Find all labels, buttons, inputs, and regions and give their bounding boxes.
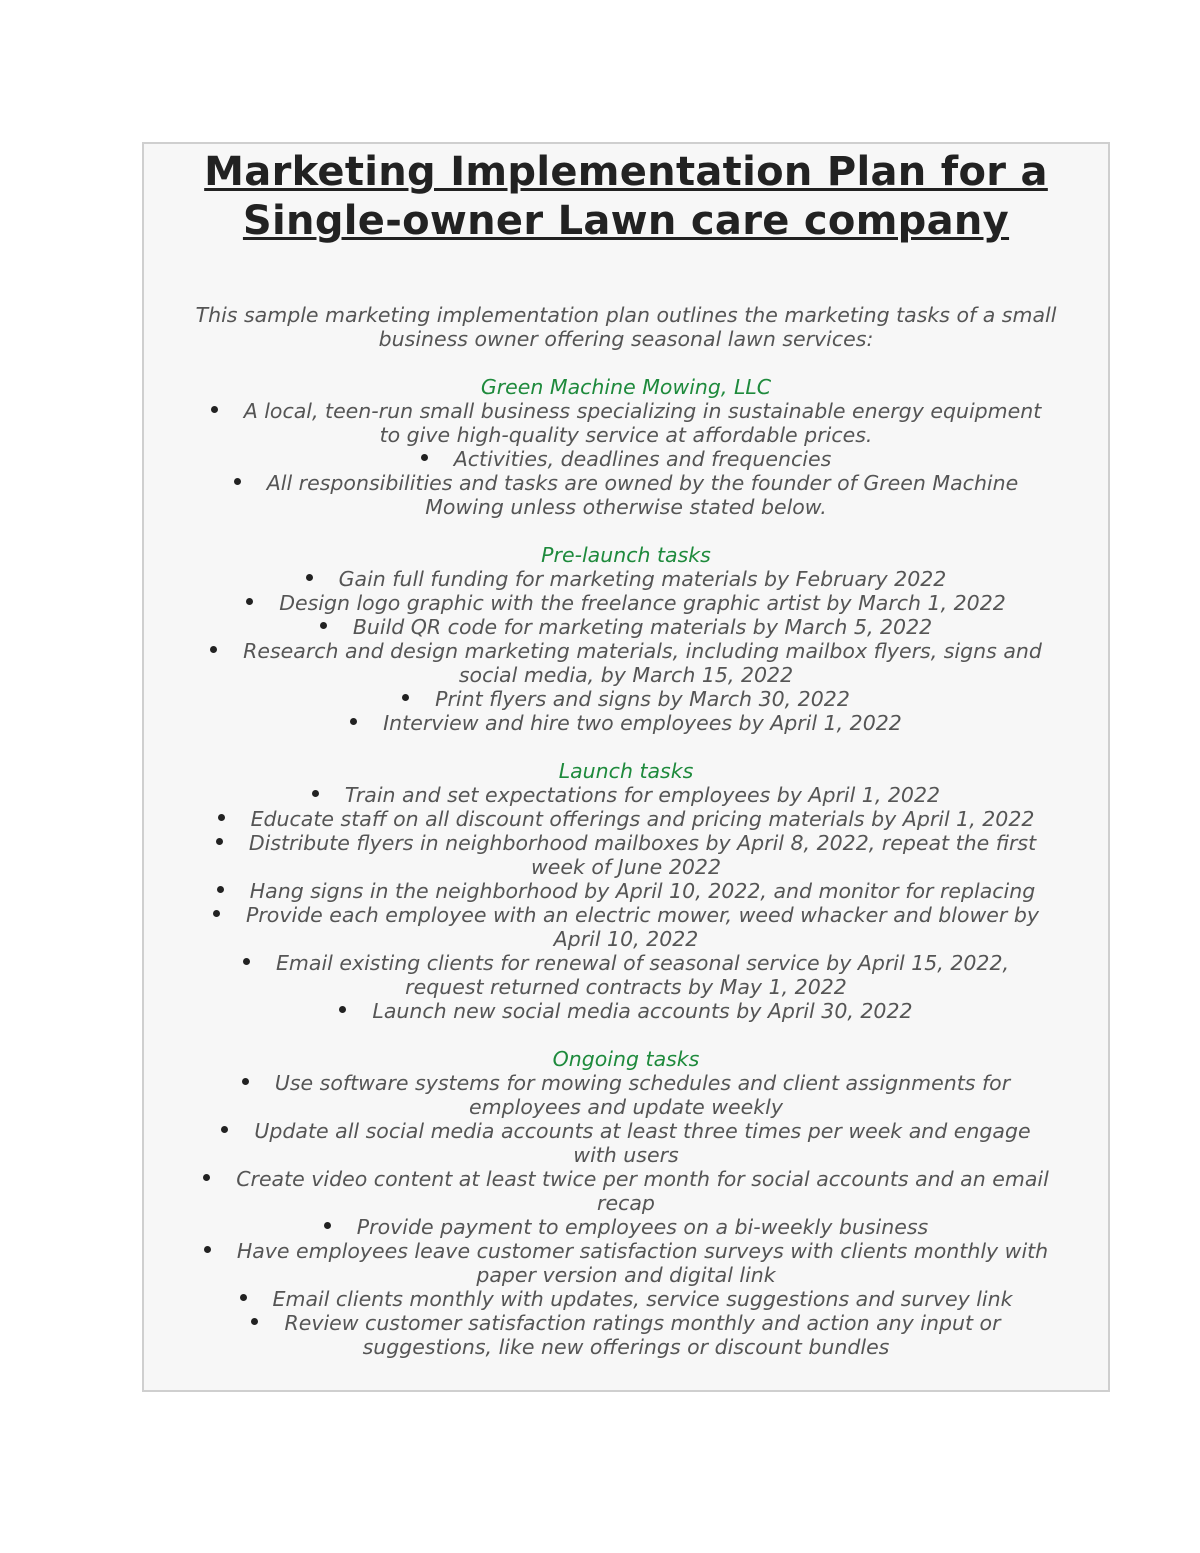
bullet-icon xyxy=(234,478,241,485)
list-item xyxy=(158,951,1094,999)
list-item-text: Launch new social media accounts by April 30, 2022 xyxy=(372,999,913,1023)
list-item xyxy=(158,471,1094,519)
list-item xyxy=(158,1215,1094,1239)
section-heading-pre-launch: Pre-launch tasks xyxy=(541,543,711,567)
list-item xyxy=(158,1071,1094,1119)
list-item-text: Email clients monthly with updates, service suggestions and survey link xyxy=(272,1287,1013,1311)
bullet-icon xyxy=(204,1246,211,1253)
section-heading-ongoing: Ongoing tasks xyxy=(552,1047,700,1071)
pre-launch-task-list xyxy=(144,567,1108,735)
list-item xyxy=(158,807,1094,831)
list-item-text: A local, teen-run small business specializing in sustainable energy equipment to give high-quality service at affordable prices. xyxy=(243,399,1042,447)
list-item-text: Create video content at least twice per month for social accounts and an email recap xyxy=(236,1167,1049,1215)
intro-paragraph: This sample marketing implementation plan outlines the marketing tasks of a small business owner offering seasonal lawn services: xyxy=(195,303,1057,351)
bullet-icon xyxy=(210,646,217,653)
launch-task-list xyxy=(144,783,1108,1023)
list-item xyxy=(158,1167,1094,1215)
list-item xyxy=(158,567,1094,591)
bullet-icon xyxy=(251,1318,258,1325)
list-item xyxy=(158,399,1094,447)
list-item xyxy=(158,831,1094,879)
title-line-1: Marketing Implementation Plan for a xyxy=(204,149,1048,195)
bullet-icon xyxy=(243,958,250,965)
bullet-icon xyxy=(240,1294,247,1301)
bullet-icon xyxy=(242,1078,249,1085)
list-item xyxy=(158,687,1094,711)
list-item-text: Activities, deadlines and frequencies xyxy=(453,447,832,471)
list-item xyxy=(158,1239,1094,1287)
list-item xyxy=(158,1311,1094,1359)
list-item-text: Gain full funding for marketing materials by February 2022 xyxy=(338,567,947,591)
bullet-icon xyxy=(306,574,313,581)
list-item xyxy=(158,999,1094,1023)
document-title xyxy=(144,148,1108,246)
list-item xyxy=(158,1287,1094,1311)
list-item xyxy=(158,879,1094,903)
list-item-text: Have employees leave customer satisfaction surveys with clients monthly with paper version and digital link xyxy=(236,1239,1049,1287)
document-box xyxy=(142,142,1110,1392)
bullet-icon xyxy=(350,718,357,725)
bullet-icon xyxy=(312,790,319,797)
list-item-text: Design logo graphic with the freelance graphic artist by March 1, 2022 xyxy=(279,591,1006,615)
bullet-icon xyxy=(324,1222,331,1229)
ongoing-task-list xyxy=(144,1071,1108,1359)
list-item-text: Research and design marketing materials, including mailbox flyers, signs and social media, by March 15, 2022 xyxy=(243,639,1042,687)
bullet-icon xyxy=(320,622,327,629)
list-item-text: Provide each employee with an electric mower, weed whacker and blower by April 10, 2022 xyxy=(246,903,1039,951)
bullet-icon xyxy=(421,454,428,461)
list-item-text: Train and set expectations for employees by April 1, 2022 xyxy=(344,783,941,807)
list-item xyxy=(158,1119,1094,1167)
section-heading-launch: Launch tasks xyxy=(558,759,694,783)
company-name: Green Machine Mowing, LLC xyxy=(480,375,772,399)
list-item-text: Provide payment to employees on a bi-weekly business xyxy=(356,1215,929,1239)
title-line-2: Single-owner Lawn care company xyxy=(242,198,1010,244)
bullet-icon xyxy=(217,886,224,893)
list-item-text: Hang signs in the neighborhood by April 10, 2022, and monitor for replacing xyxy=(249,879,1036,903)
list-item xyxy=(158,903,1094,951)
list-item-text: Build QR code for marketing materials by March 5, 2022 xyxy=(352,615,933,639)
list-item-text: Educate staff on all discount offerings and pricing materials by April 1, 2022 xyxy=(250,807,1035,831)
list-item-text: Review customer satisfaction ratings monthly and action any input or suggestions, like new offerings or discount bundles xyxy=(284,1311,1001,1359)
bullet-icon xyxy=(216,838,223,845)
list-item-text: Update all social media accounts at least three times per week and engage with users xyxy=(254,1119,1031,1167)
bullet-icon xyxy=(218,814,225,821)
list-item-text: Interview and hire two employees by April 1, 2022 xyxy=(383,711,902,735)
list-item xyxy=(158,615,1094,639)
list-item xyxy=(158,639,1094,687)
list-item-text: Use software systems for mowing schedules and client assignments for employees and update weekly xyxy=(274,1071,1011,1119)
list-item-text: Print flyers and signs by March 30, 2022 xyxy=(435,687,850,711)
list-item xyxy=(158,591,1094,615)
list-item xyxy=(158,711,1094,735)
list-item-text: Email existing clients for renewal of seasonal service by April 15, 2022, request returned contracts by May 1, 2022 xyxy=(275,951,1010,999)
bullet-icon xyxy=(221,1126,228,1133)
bullet-icon xyxy=(213,910,220,917)
bullet-icon xyxy=(339,1006,346,1013)
list-item xyxy=(158,447,1094,471)
bullet-icon xyxy=(211,406,218,413)
list-item-text: All responsibilities and tasks are owned by the founder of Green Machine Mowing unless otherwise stated below. xyxy=(266,471,1019,519)
company-points-list xyxy=(144,399,1108,519)
bullet-icon xyxy=(246,598,253,605)
bullet-icon xyxy=(203,1174,210,1181)
bullet-icon xyxy=(402,694,409,701)
list-item xyxy=(158,783,1094,807)
list-item-text: Distribute flyers in neighborhood mailboxes by April 8, 2022, repeat the first week of June 2022 xyxy=(248,831,1037,879)
